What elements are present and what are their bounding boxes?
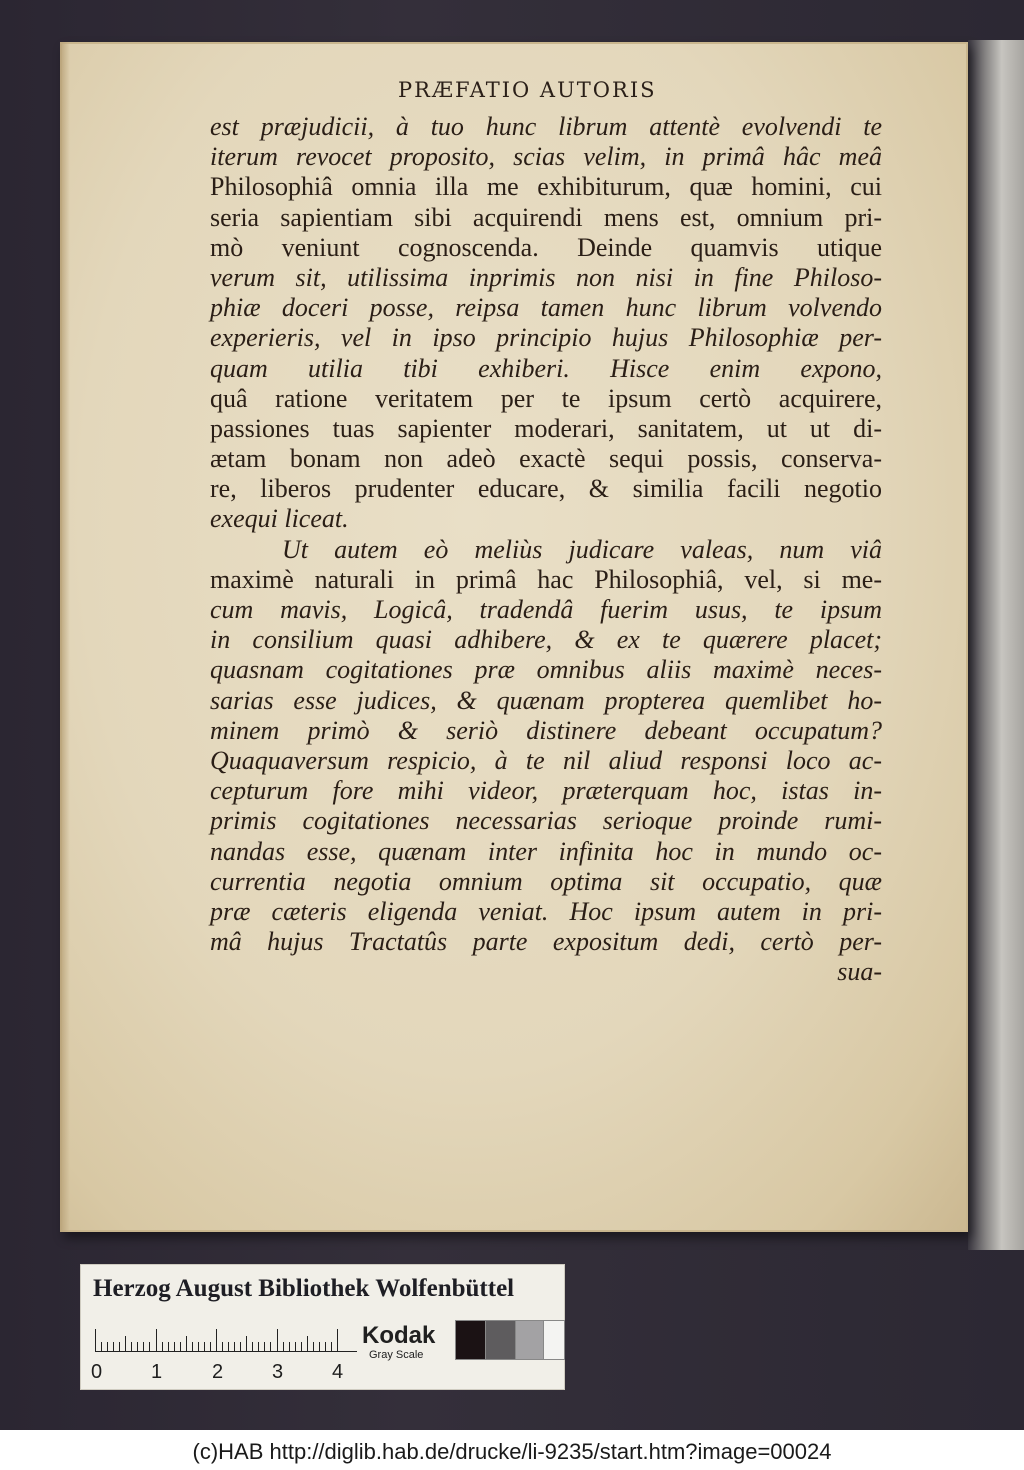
ruler-tick <box>210 1342 211 1351</box>
text-line: experieris, vel in ipso principio hujus Philosophiæ per- <box>210 323 882 353</box>
text-line: exequi liceat. <box>210 504 349 534</box>
ruler-tick <box>337 1329 338 1351</box>
ruler-number: 2 <box>212 1361 224 1383</box>
text-line: re, liberos prudenter educare, & similia facili negotio <box>210 474 882 504</box>
ruler-tick <box>137 1342 138 1351</box>
ruler-tick <box>258 1342 259 1351</box>
ruler-tick <box>289 1342 290 1351</box>
text-line: nandas esse, quænam inter infinita hoc in mundo oc- <box>210 836 882 866</box>
text-line: iterum revocet proposito, scias velim, in primâ hâc meâ <box>210 142 882 172</box>
ruler-tick <box>131 1342 132 1351</box>
text-line: cum mavis, Logicâ, tradendâ fuerim usus, te ipsum <box>210 595 882 624</box>
kodak-logo: Kodak <box>362 1322 436 1349</box>
ruler-tick <box>192 1342 193 1351</box>
ruler-tick <box>319 1342 320 1351</box>
ruler-tick <box>270 1342 271 1351</box>
text-line: Quaquaversum respicio, à te nil aliud responsi loco ac- <box>210 745 882 775</box>
gray-swatch-dark <box>485 1320 518 1360</box>
ruler-tick <box>113 1342 114 1351</box>
text-line: sua- <box>837 957 882 987</box>
ruler-tick <box>222 1342 223 1351</box>
text-line: ætam bonam non adeò exactè sequi possis, conserva- <box>210 444 882 474</box>
ruler-tick <box>149 1342 150 1351</box>
ruler-number: 3 <box>272 1361 284 1383</box>
ruler-tick <box>277 1329 278 1351</box>
ruler-tick <box>168 1342 169 1351</box>
text-line: quam utilia tibi exhiberi. Hisce enim expono, <box>210 353 882 383</box>
text-line: currentia negotia omnium optima sit occupatio, quæ <box>210 866 882 896</box>
library-name: Herzog August Bibliothek Wolfenbüttel <box>93 1275 515 1302</box>
text-line: seria sapientiam sibi acquirendi mens est, omnium pri- <box>210 202 882 232</box>
ruler-tick <box>174 1342 175 1351</box>
ruler-tick <box>228 1342 229 1351</box>
text-line: est præjudicii, à tuo hunc librum attentè evolvendi te <box>210 112 882 141</box>
text-line: minem primò & seriò distinere debeant occupatum? <box>210 715 882 745</box>
page-gutter-shadow <box>60 42 70 1232</box>
ruler-tick <box>101 1342 102 1351</box>
copyright-link[interactable]: (c)HAB http://diglib.hab.de/drucke/li-9235/start.htm?image=00024 <box>192 1439 832 1464</box>
text-line: mò veniunt cognoscenda. Deinde quamvis utique <box>210 232 882 262</box>
ruler-tick <box>234 1342 235 1351</box>
gray-swatch-black <box>455 1320 488 1360</box>
ruler-number: 1 <box>151 1361 163 1383</box>
ruler-tick <box>313 1342 314 1351</box>
ruler-tick <box>162 1342 163 1351</box>
running-head: PRÆFATIO AUTORIS <box>398 78 657 102</box>
ruler-tick <box>107 1342 108 1351</box>
ruler-tick <box>240 1342 241 1351</box>
ruler-number: 0 <box>91 1361 103 1383</box>
ruler-tick <box>295 1342 296 1351</box>
ruler-tick <box>246 1336 247 1351</box>
footer-bar <box>0 1430 1024 1470</box>
text-line: primis cogitationes necessarias serioque proinde rumi- <box>210 806 882 836</box>
text-line: sarias esse judices, & quænam propterea quemlibet ho- <box>210 685 882 715</box>
ruler-tick <box>143 1342 144 1351</box>
text-line: verum sit, utilissima inprimis non nisi in fine Philoso- <box>210 262 882 292</box>
ruler-tick <box>301 1342 302 1351</box>
text-line: quasnam cogitationes præ omnibus aliis maximè neces- <box>210 655 882 685</box>
ruler-tick <box>186 1336 187 1351</box>
ruler-tick <box>325 1342 326 1351</box>
ruler-tick <box>204 1342 205 1351</box>
color-card <box>80 1264 565 1390</box>
ruler-tick <box>125 1336 126 1351</box>
ruler-tick <box>283 1342 284 1351</box>
gray-scale-label: Gray Scale <box>369 1349 424 1361</box>
next-page-edge <box>968 40 1024 1250</box>
ruler-tick <box>180 1342 181 1351</box>
ruler-tick <box>156 1329 157 1351</box>
text-line: passiones tuas sapienter moderari, sanitatem, ut ut di- <box>210 413 882 443</box>
text-line: phiæ doceri posse, reipsa tamen hunc librum volvendo <box>210 293 882 323</box>
text-line: cepturum fore mihi videor, præterquam hoc, istas in- <box>210 776 882 806</box>
ruler-tick <box>264 1342 265 1351</box>
text-line: Ut autem eò meliùs judicare valeas, num viâ <box>282 534 882 564</box>
text-line: maximè naturali in primâ hac Philosophiâ, vel, si me- <box>210 564 882 594</box>
ruler-tick <box>307 1336 308 1351</box>
ruler-tick <box>198 1342 199 1351</box>
text-line: Philosophiâ omnia illa me exhibiturum, quæ homini, cui <box>210 172 882 202</box>
ruler-tick <box>95 1329 96 1351</box>
ruler-tick <box>252 1342 253 1351</box>
ruler-number: 4 <box>332 1361 344 1383</box>
ruler-tick <box>119 1342 120 1351</box>
page-text <box>210 112 882 987</box>
text-line: quâ ratione veritatem per te ipsum certò acquirere, <box>210 383 882 413</box>
gray-swatch-white <box>543 1320 565 1360</box>
text-line: præ cæteris eligenda veniat. Hoc ipsum autem in pri- <box>210 896 882 926</box>
text-line: mâ hujus Tractatûs parte expositum dedi, certò per- <box>210 927 882 957</box>
ruler-tick <box>216 1329 217 1351</box>
ruler-tick <box>331 1342 332 1351</box>
text-line: in consilium quasi adhibere, & ex te quærere placet; <box>210 625 882 655</box>
scale-ruler <box>95 1327 357 1352</box>
